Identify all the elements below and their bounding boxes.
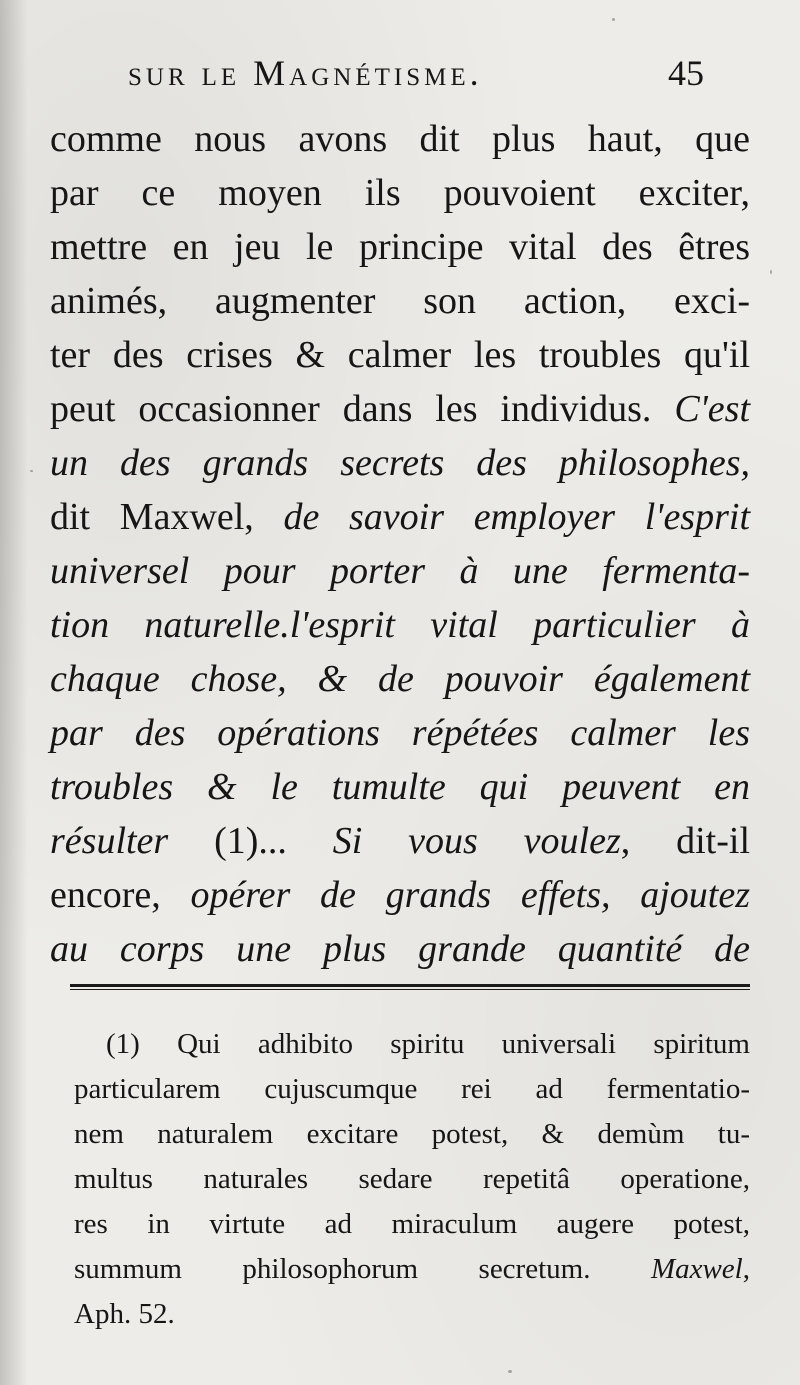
text-span: ter des crises & calmer les troubles qu'il [50, 334, 750, 376]
footnote-line [74, 1247, 750, 1292]
text-span: animés, augmenter son action, exci- [50, 280, 750, 322]
text-span: mettre en jeu le principe vital des êtres [50, 226, 750, 268]
text-span: , dit-il [620, 820, 751, 862]
footnote-line [74, 1112, 750, 1157]
paper-speck [30, 470, 33, 472]
text-span-italic: universel pour porter à une fermenta- [50, 550, 750, 592]
text-line [50, 598, 750, 652]
text-span-italic: troubles & le tumulte qui peuvent en [50, 766, 750, 808]
text-line [50, 760, 750, 814]
text-line [50, 274, 750, 328]
text-line [50, 112, 750, 166]
footnote-line [74, 1022, 750, 1067]
text-line [50, 328, 750, 382]
main-text [50, 112, 750, 976]
text-line [50, 814, 750, 868]
text-line [50, 490, 750, 544]
text-span-italic: C'est [674, 388, 750, 430]
paper-speck [95, 690, 97, 692]
page-gutter-shadow [0, 0, 28, 1385]
text-line [50, 868, 750, 922]
footnote-divider [70, 984, 750, 990]
paper-speck [770, 270, 772, 274]
footnote-span: summum philosophorum secretum. [74, 1253, 651, 1285]
text-span-italic: résulter [50, 820, 215, 862]
running-title: sur le Magnétisme. [128, 53, 483, 93]
footnote [74, 1022, 750, 1337]
footnote-span: , [742, 1253, 750, 1285]
text-span-italic: au corps une plus grande quantité de [50, 928, 750, 970]
text-line [50, 706, 750, 760]
page-header [128, 52, 748, 102]
text-span-italic: Si vous voulez [332, 820, 621, 862]
text-span: comme nous avons dit plus haut, que [50, 118, 750, 160]
text-line [50, 652, 750, 706]
text-line [50, 922, 750, 976]
text-span-italic: tion naturelle.l'esprit vital particulier à [50, 604, 750, 646]
text-line [50, 436, 750, 490]
page-number: 45 [668, 53, 704, 93]
footnote-span: res in virtute ad miraculum augere potest, [74, 1208, 750, 1240]
footnote-line [74, 1157, 750, 1202]
text-span-italic: opérer de grands effets, ajoutez [190, 874, 750, 916]
footnote-line [74, 1202, 750, 1247]
text-span: peut occasionner dans les individus. [50, 388, 675, 430]
footnote-span-italic: Maxwel [650, 1253, 743, 1285]
text-span-italic: par des opérations répétées calmer les [50, 712, 750, 754]
footnote-ref: (1)... [214, 820, 333, 862]
footnote-span: Aph. 52. [74, 1298, 175, 1330]
text-span-italic: un des grands secrets des philosophes, [50, 442, 750, 484]
text-span-italic: chaque chose, & de pouvoir également [50, 658, 750, 700]
footnote-span: nem naturalem excitare potest, & demùm tu- [74, 1118, 750, 1150]
text-line [50, 544, 750, 598]
footnote-span: particularem cujuscumque rei ad fermentatio- [74, 1073, 750, 1105]
footnote-span: (1) Qui adhibito spiritu universali spiritum [106, 1028, 750, 1060]
text-line [50, 220, 750, 274]
footnote-line [74, 1067, 750, 1112]
footnote-span: multus naturales sedare repetitâ operatione, [74, 1163, 750, 1195]
text-line [50, 166, 750, 220]
text-span-italic: de savoir employer l'esprit [283, 496, 750, 538]
footnote-line [74, 1292, 750, 1337]
text-line [50, 382, 750, 436]
text-span: par ce moyen ils pouvoient exciter, [50, 172, 750, 214]
text-span: encore, [50, 874, 191, 916]
text-span: dit Maxwel, [50, 496, 284, 538]
paper-speck [508, 1370, 512, 1373]
paper-speck [612, 18, 615, 21]
